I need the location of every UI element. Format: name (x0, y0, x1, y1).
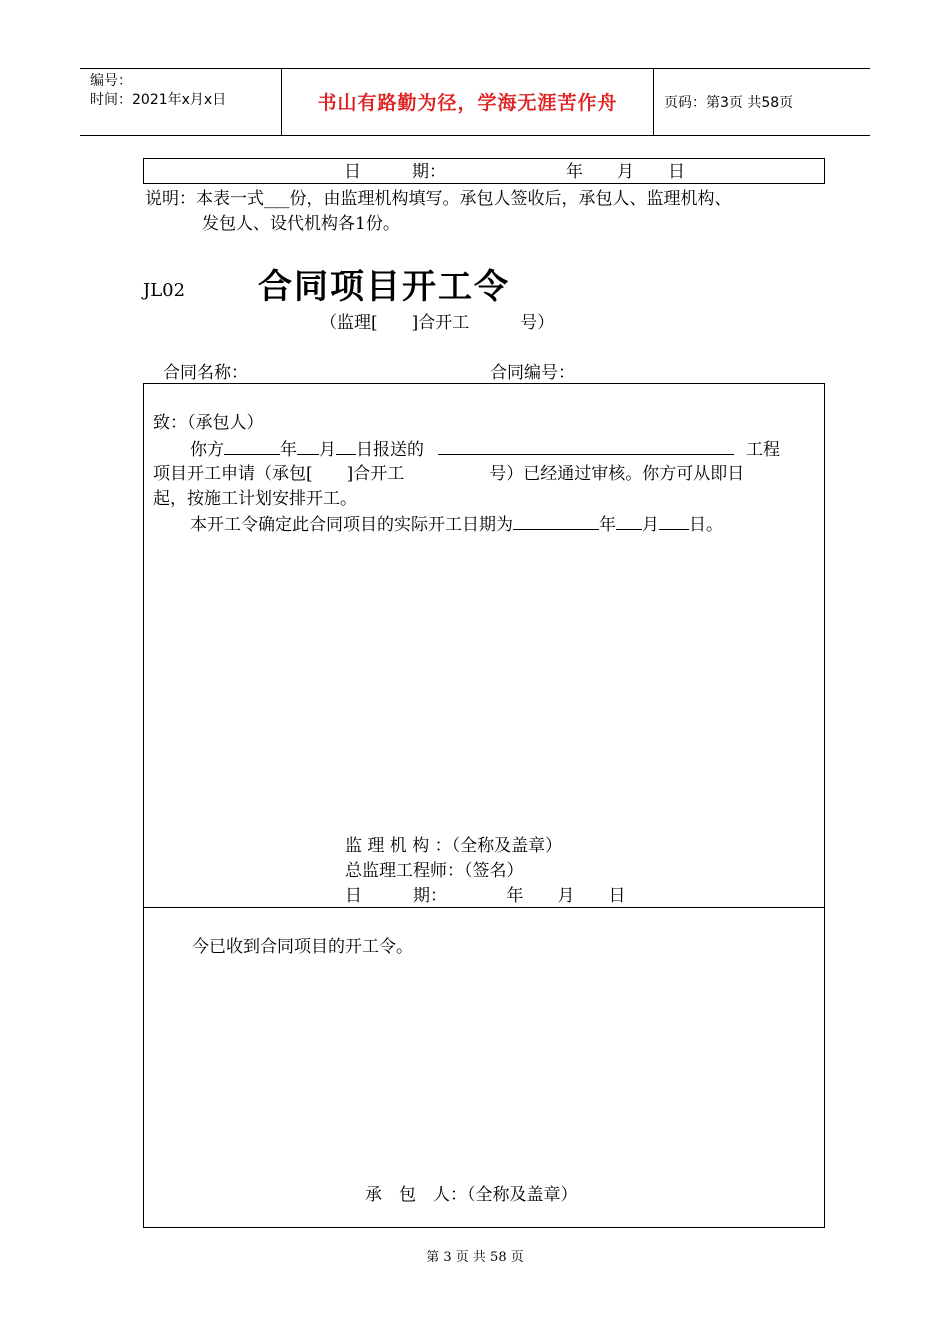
para1-d: 日报送的 (356, 440, 424, 460)
para2-d: 日。 (689, 515, 723, 535)
para1-b: 年 (280, 440, 297, 460)
form-code: JL02 (143, 280, 186, 301)
motto: 书山有路勤为径，学海无涯苦作舟 (317, 92, 618, 114)
to-line: 致：（承包人） (153, 413, 264, 433)
prev-note-line2: 发包人、设代机构各1份。 (202, 214, 400, 234)
para1-line2: 项目开工申请（承包[ ]合开工 号）已经通过审核。你方可从即日 (153, 464, 745, 484)
para2 (190, 511, 723, 538)
para2-a: 本开工令确定此合同项目的实际开工日期为 (190, 515, 513, 535)
sig-date: 日 期： 年 月 日 (345, 886, 626, 906)
blank-month[interactable] (297, 436, 319, 455)
header-page-cell (654, 69, 870, 135)
prev-note-line1: 说明：本表一式___份，由监理机构填写。承包人签收后，承包人、监理机构、 (145, 189, 732, 209)
para2-b: 年 (599, 515, 616, 535)
blank-start-day[interactable] (659, 511, 689, 530)
blank-start-month[interactable] (616, 511, 642, 530)
form-subtitle: （监理[ ]合开工 号） (320, 313, 555, 333)
time-label: 时间：2021年x月x日 (90, 92, 227, 108)
contractor-sig: 承 包 人：（全称及盖章） (365, 1185, 578, 1205)
para1-c: 月 (319, 440, 336, 460)
para1-line1 (190, 436, 780, 463)
contract-name-label: 合同名称： (163, 363, 248, 383)
prev-date-label: 日 期： (344, 162, 446, 182)
blank-year[interactable] (224, 436, 280, 455)
form-title: 合同项目开工令 (258, 267, 510, 307)
blank-project-name[interactable] (438, 436, 734, 455)
para1-line3: 起，按施工计划安排开工。 (153, 489, 357, 509)
blank-day[interactable] (336, 436, 356, 455)
blank-start-year[interactable] (513, 511, 599, 530)
para1-a: 你方 (190, 440, 224, 460)
sig-org: 监 理 机 构 ：（全称及盖章） (345, 836, 563, 856)
contract-no-label: 合同编号： (490, 363, 575, 383)
sig-engineer: 总监理工程师：（签名） (345, 861, 524, 881)
page-info: 页码：第3页 共58页 (664, 95, 794, 111)
para1-e: 工程 (746, 440, 780, 460)
receipt-text: 今已收到合同项目的开工令。 (192, 937, 413, 957)
para2-c: 月 (642, 515, 659, 535)
serial-label: 编号： (90, 73, 132, 89)
prev-date-fields: 年 月 日 (566, 162, 685, 182)
header-motto-cell (281, 69, 654, 135)
prev-date-row (143, 158, 825, 184)
header-meta (80, 69, 281, 135)
page-header (80, 68, 870, 136)
page-footer: 第 3 页 共 58 页 (426, 1250, 524, 1265)
